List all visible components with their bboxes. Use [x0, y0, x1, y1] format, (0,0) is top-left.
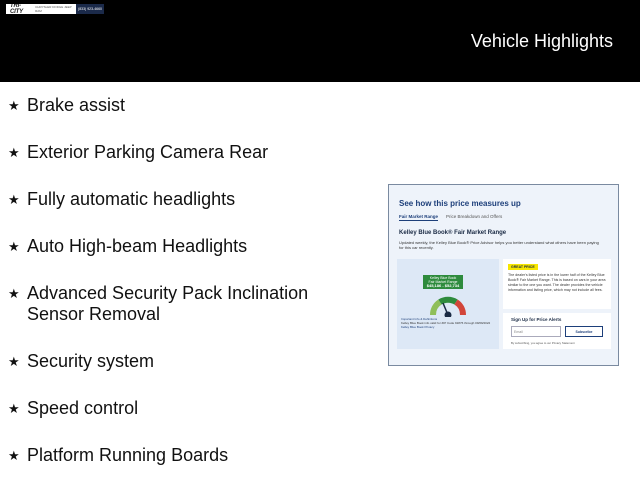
star-icon: ★ — [8, 354, 20, 369]
feature-label: Exterior Parking Camera Rear — [27, 142, 269, 162]
dealer-logo[interactable] — [6, 4, 104, 14]
kbb-price-widget[interactable] — [388, 184, 619, 366]
tab-price-breakdown[interactable]: Price Breakdown and Offers — [446, 214, 503, 219]
feature-label: Brake assist — [27, 95, 126, 115]
star-icon: ★ — [8, 286, 20, 301]
kbb-price-alert-signup — [503, 313, 611, 349]
star-icon: ★ — [8, 448, 20, 463]
kbb-gauge-icon — [429, 293, 467, 317]
header-bar — [0, 0, 640, 82]
star-icon: ★ — [8, 145, 20, 160]
subscribe-button[interactable]: Subscribe — [565, 326, 603, 337]
kbb-info-link[interactable]: Important Info & Definitions — [401, 317, 438, 321]
list-item — [8, 95, 125, 116]
great-price-badge: GREAT PRICE — [508, 264, 538, 270]
kbb-great-price-card — [503, 259, 611, 309]
logo-tagline: CHRYSLER DODGE JEEP RAM — [35, 5, 72, 13]
feature-label: Security system — [27, 351, 155, 371]
list-item — [8, 398, 138, 419]
kbb-label-title: Kelley Blue Book — [429, 276, 457, 280]
feature-label: Advanced Security Pack Inclination Sensor Removal — [27, 283, 309, 324]
kbb-info — [401, 317, 495, 329]
email-field[interactable]: Email — [511, 326, 561, 337]
great-price-text: The dealer's listed price is in the lower half of the Kelley Blue Book® Fair Market Range. This is based on cars in your area similar to the one you want. The dealer provides the vehicle information and listing price, which may not include all fees. — [508, 273, 606, 292]
list-item — [8, 283, 338, 325]
star-icon: ★ — [8, 192, 20, 207]
logo-phone[interactable]: (833) 923-4660 — [76, 4, 104, 14]
star-icon: ★ — [8, 401, 20, 416]
kbb-title: See how this price measures up — [399, 199, 521, 208]
star-icon: ★ — [8, 239, 20, 254]
kbb-description: Updated weekly, the Kelley Blue Book® Price Advisor helps you better understand what others have been paying for this car recently. — [399, 240, 599, 250]
logo-brand: TRI-CITY — [10, 4, 23, 14]
list-item — [8, 351, 154, 372]
kbb-tabs — [399, 214, 502, 221]
signup-fine-print: By subscribing, you agree to our Privacy Statement — [511, 341, 575, 345]
list-item — [8, 236, 247, 257]
list-item — [8, 189, 235, 210]
kbb-label-sub: Fair Market Range — [428, 280, 458, 284]
feature-label: Fully automatic headlights — [27, 189, 236, 209]
feature-label: Speed control — [27, 398, 139, 418]
page-title: Vehicle Highlights — [470, 31, 613, 51]
list-item — [8, 445, 228, 466]
kbb-label-range: $45,186 - $52,734 — [426, 283, 460, 288]
list-item — [8, 142, 268, 163]
kbb-privacy-link[interactable]: Kelley Blue Book Privacy — [401, 325, 435, 329]
feature-label: Auto High-beam Headlights — [27, 236, 248, 256]
signup-title: Sign Up for Price Alerts — [511, 317, 562, 322]
kbb-heading: Kelley Blue Book® Fair Market Range — [399, 230, 507, 236]
star-icon: ★ — [8, 98, 20, 113]
kbb-range-label — [423, 275, 463, 289]
feature-label: Platform Running Boards — [27, 445, 229, 465]
kbb-info-text: Kelley Blue Book info valid for ZIP Code 91876 through 09/09/2022 — [401, 321, 491, 325]
tab-fair-market-range[interactable]: Fair Market Range — [399, 214, 439, 219]
